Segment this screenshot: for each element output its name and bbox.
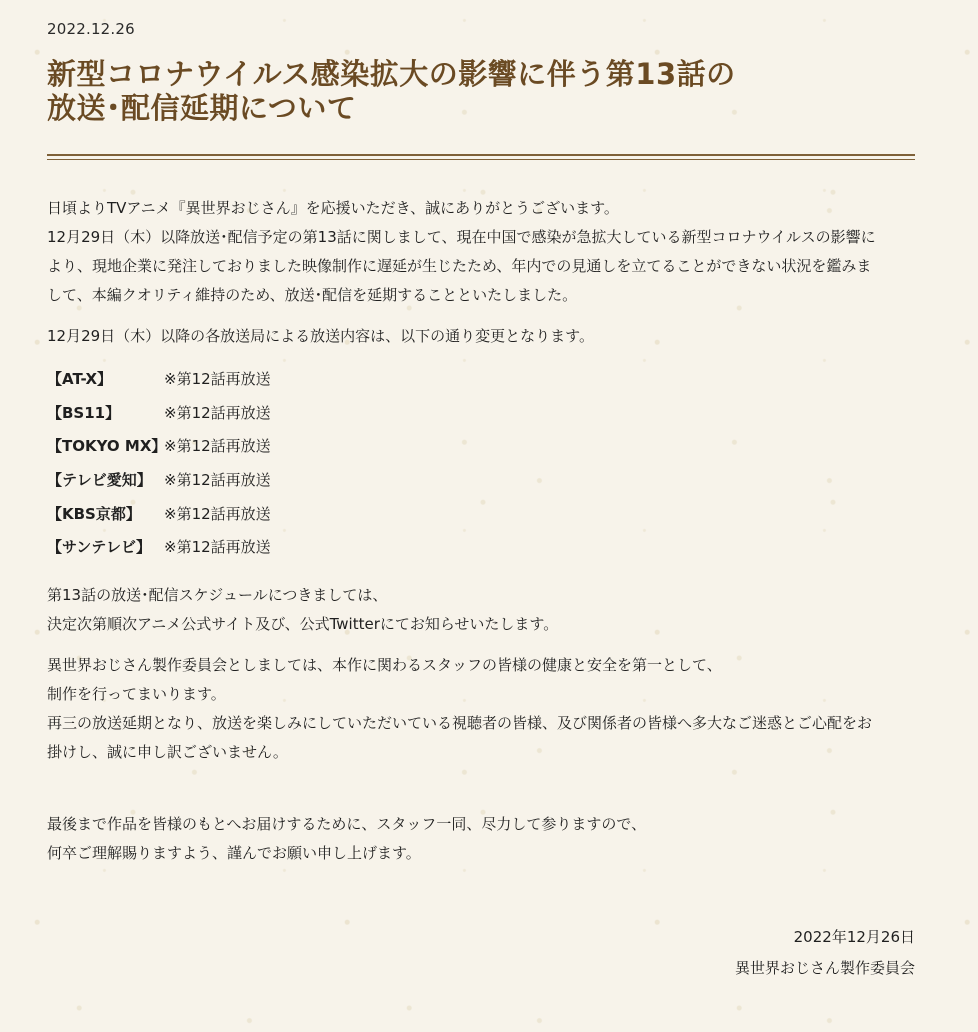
station-row [47, 531, 917, 565]
station-list [47, 363, 917, 565]
station-status: ※第12話再放送 [164, 538, 271, 557]
station-status: ※第12話再放送 [164, 403, 271, 422]
paragraph-line: 第13話の放送･配信スケジュールにつきましては、 [47, 585, 388, 604]
signature-block [735, 922, 915, 984]
paragraph-line: 12月29日（木）以降放送･配信予定の第13話に関しまして、現在中国で感染が急拡大している新型コロナウイルスの影響に [47, 228, 876, 246]
station-status: ※第12話再放送 [164, 504, 271, 523]
paragraph-line: して、本編クオリティ維持のため、放送･配信を延期することといたしました。 [47, 286, 578, 304]
paragraph-line: 制作を行ってまいります。 [47, 684, 226, 703]
paragraph-line: 決定次第順次アニメ公式サイト及び、公式Twitterにてお知らせいたします。 [47, 614, 559, 633]
closing-paragraph [47, 810, 917, 868]
station-name: 【KBS京都】 [47, 504, 141, 523]
paragraph-line: より、現地企業に発注しておりました映像制作に遅延が生じたため、年内での見通しを立てることができない状況を鑑みま [47, 257, 872, 275]
intro-paragraph [47, 194, 917, 310]
paragraph-line: 日頃よりTVアニメ『異世界おじさん』を応援いただき、誠にありがとうございます。 [47, 199, 619, 217]
station-row [47, 464, 917, 498]
article-body [47, 194, 917, 868]
station-row [47, 430, 917, 464]
post-date: 2022.12.26 [47, 20, 135, 38]
station-row [47, 363, 917, 397]
station-name: 【AT-X】 [47, 370, 113, 389]
apology-paragraph [47, 651, 917, 767]
signature-org: 異世界おじさん製作委員会 [734, 959, 915, 977]
article-title-line: 放送･配信延期について [47, 91, 357, 125]
paragraph-line: 異世界おじさん製作委員会としましては、本作に関わるスタッフの皆様の健康と安全を第一として、 [47, 655, 722, 674]
paragraph-line: 掛けし、誠に申し訳ございません。 [47, 742, 288, 761]
station-status: ※第12話再放送 [164, 370, 271, 389]
title-divider [47, 154, 915, 156]
station-name: 【BS11】 [47, 403, 121, 422]
paragraph-line: 何卒ご理解賜りますよう、謹んでお願い申し上げます。 [47, 843, 421, 862]
station-status: ※第12話再放送 [164, 437, 271, 456]
paragraph-line: 最後まで作品を皆様のもとへお届けするために、スタッフ一同、尽力して参りますので、 [47, 814, 647, 833]
station-name: 【サンテレビ】 [47, 538, 151, 557]
article-title [47, 57, 915, 125]
station-row [47, 497, 917, 531]
station-name: 【TOKYO MX】 [47, 437, 167, 456]
paragraph-line: 再三の放送延期となり、放送を楽しみにしていただいている視聴者の皆様、及び関係者の皆様へ多大なご迷惑とご心配をお [47, 713, 873, 732]
station-name: 【テレビ愛知】 [47, 471, 152, 490]
station-status: ※第12話再放送 [164, 471, 271, 490]
signature-date: 2022年12月26日 [793, 928, 915, 946]
paragraph-line: 12月29日（木）以降の各放送局による放送内容は、以下の通り変更となります。 [47, 327, 594, 345]
article-title-line: 新型コロナウイルス感染拡大の影響に伴う第13話の [47, 57, 736, 91]
changes-paragraph [47, 322, 917, 351]
station-row [47, 397, 917, 431]
schedule-paragraph [47, 581, 917, 639]
